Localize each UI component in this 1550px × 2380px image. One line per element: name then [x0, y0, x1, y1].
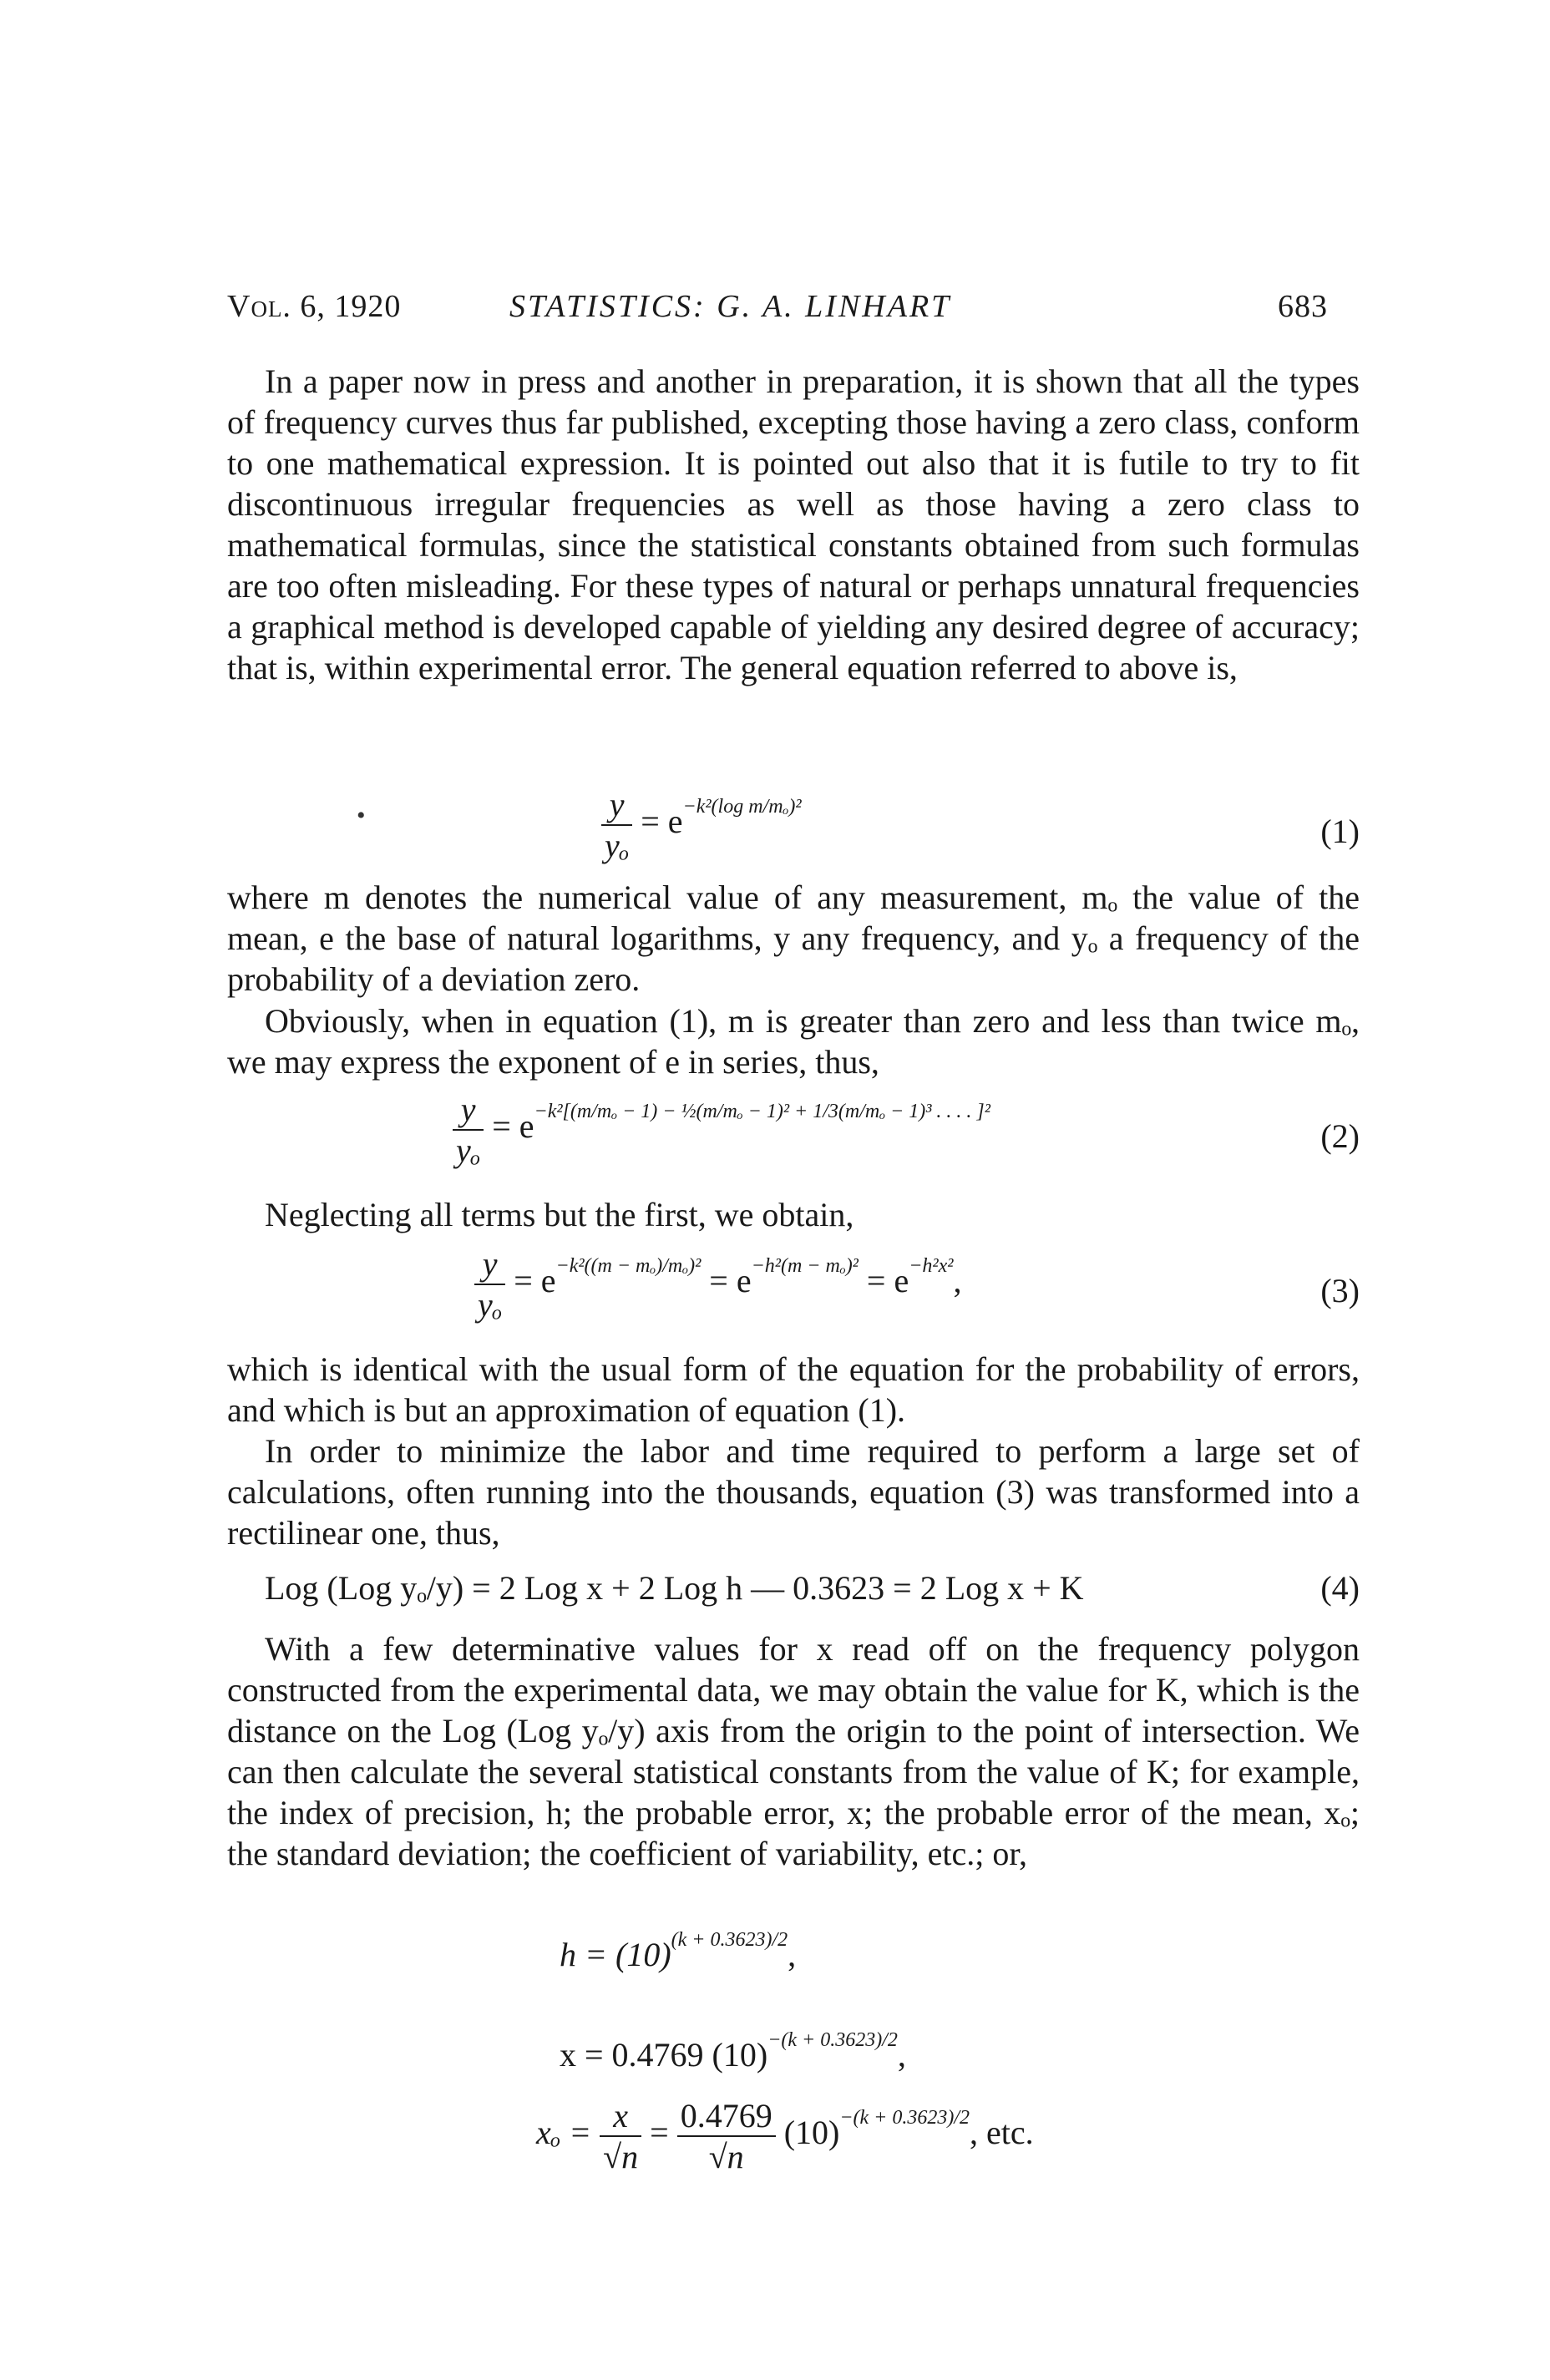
running-head-volume: Vol. 6, 1920: [227, 289, 402, 324]
eq4-number: (4): [1320, 1569, 1360, 1607]
paragraph-neglecting: Neglecting all terms but the first, we obtain,: [265, 1196, 854, 1233]
h-tail: ,: [788, 1936, 797, 1973]
equation-3: [227, 1244, 1360, 1344]
equation-1: [227, 785, 1360, 885]
x0-tail: , etc.: [970, 2114, 1034, 2152]
paragraph-intro: In a paper now in press and another in preparation, it is shown that all the types of frequency curves thus far published, excepting those having a zero class, conform to one mathematical expression. It is pointed out also that it is futile to try to fit discontinuous irregular frequencies as well as those having a zero class to mathematical formulas, since the statistical constants obtained from such formulas are too often misleading. For these types of natural or perhaps unnatural frequencies a graphical method is developed capable of yielding any desired degree of accuracy; that is, within experimental error. The general equation referred to above is,: [227, 362, 1360, 686]
equation-x0: [227, 2096, 1360, 2196]
equation-x: [227, 2021, 1360, 2079]
x0-f1-den: √n: [600, 2135, 641, 2176]
x-exponent: −(k + 0.3623)/2: [767, 2029, 898, 2051]
x0-equals: =: [650, 2114, 669, 2152]
page-number: 683: [1278, 289, 1328, 324]
x0-f1-num: x: [613, 2097, 629, 2134]
margin-dot: •: [357, 802, 366, 829]
paragraph-minimize: In order to minimize the labor and time required to perform a large set of calculations, often running into the thousands, equation (3) was transformed into a rectilinear one, thus,: [227, 1432, 1360, 1552]
x0-f2-den: √n: [677, 2135, 776, 2176]
eq3-exponent-1: −k²((m − mₒ)/mₒ)²: [555, 1255, 702, 1278]
x0-lhs: xₒ =: [536, 2114, 592, 2152]
eq3-rhs-2: = e: [709, 1262, 752, 1300]
eq3-exponent-2: −h²(m − mₒ)²: [751, 1255, 859, 1278]
eq3-lhs-den: yₒ: [474, 1284, 505, 1324]
eq1-lhs-num: y: [609, 786, 625, 823]
paragraph-identical: which is identical with the usual form of the equation for the probability of errors, and which is but an approximation of equation (1).: [227, 1350, 1360, 1429]
eq2-exponent: −k²[(m/mₒ − 1) − ½(m/mₒ − 1)² + 1/3(m/mₒ − 1)³ . . . . ]²: [534, 1101, 990, 1123]
x0-mid: (10): [783, 2114, 840, 2152]
eq1-rhs: = e: [641, 803, 683, 841]
eq3-rhs-3: = e: [866, 1262, 909, 1300]
eq1-number: (1): [1320, 813, 1360, 850]
eq3-exponent-3: −h²x²: [909, 1255, 954, 1278]
eq3-number: (3): [1320, 1272, 1360, 1309]
running-head-title: STATISTICS: G. A. LINHART: [509, 289, 952, 324]
paragraph-determinative: With a few determinative values for x read off on the frequency polygon constructed from the experimental data, we may obtain the value for K, which is the distance on the Log (Log yₒ/y) axis from the origin to the point of intersection. We can then calculate the several statistical constants from the value of K; for example, the index of precision, h; the probable error, x; the probable error of the mean, xₒ; the standard deviation; the coefficient of variability, etc.; or,: [227, 1630, 1360, 1872]
h-exponent: (k + 0.3623)/2: [671, 1929, 788, 1951]
equation-2: [227, 1090, 1360, 1190]
eq3-rhs-1: = e: [514, 1262, 556, 1300]
h-lhs: h = (10): [560, 1936, 671, 1973]
x-lhs: x = 0.4769 (10): [560, 2036, 768, 2074]
eq1-exponent: −k²(log m/mₒ)²: [682, 796, 802, 818]
paragraph-definitions: where m denotes the numerical value of any measurement, mₒ the value of the mean, e the base of natural logarithms, y any frequency, and yₒ a frequency of the probability of a deviation zero.: [227, 879, 1360, 998]
eq2-number: (2): [1320, 1117, 1360, 1155]
x-tail: ,: [897, 2036, 906, 2074]
eq2-lhs-den: yₒ: [453, 1129, 484, 1170]
eq3-lhs-num: y: [482, 1245, 498, 1283]
paragraph-series: Obviously, when in equation (1), m is greater than zero and less than twice mₒ, we may express the exponent of e in series, thus,: [227, 1002, 1360, 1081]
eq4-text: Log (Log yₒ/y) = 2 Log x + 2 Log h — 0.3623 = 2 Log x + K: [265, 1569, 1084, 1607]
equation-h: [227, 1921, 1360, 1979]
eq3-tail: ,: [953, 1262, 962, 1300]
eq2-lhs-num: y: [460, 1091, 476, 1128]
eq1-lhs-den: yₒ: [601, 824, 632, 865]
x0-exponent: −(k + 0.3623)/2: [839, 2107, 970, 2129]
eq2-rhs: = e: [492, 1107, 534, 1146]
x0-f2-num: 0.4769: [680, 2097, 772, 2134]
equation-4: [227, 1568, 1360, 1618]
